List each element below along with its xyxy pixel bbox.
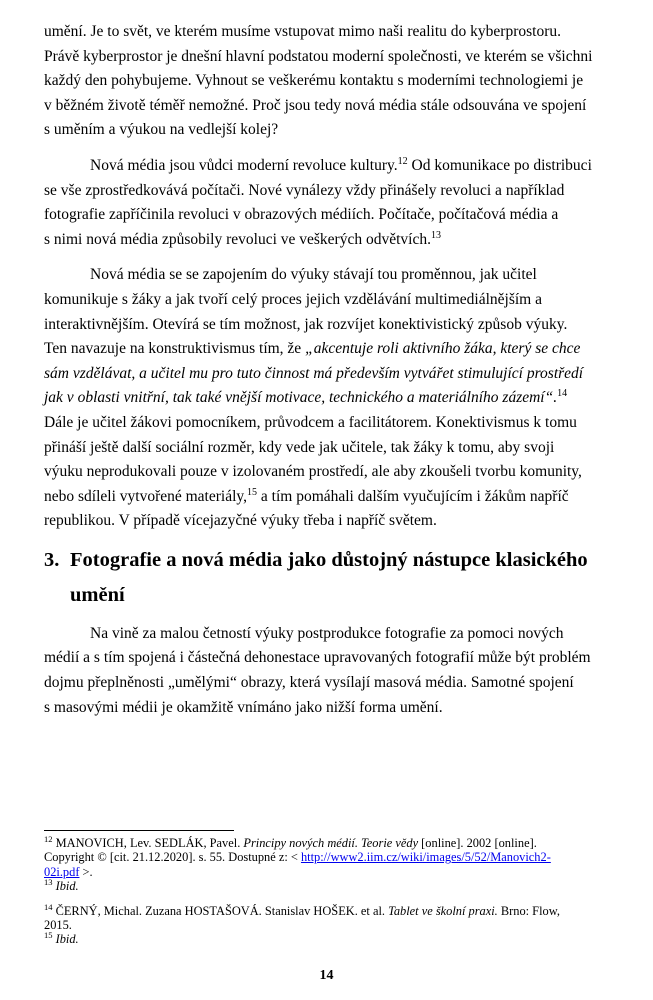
text-line: přináší ještě další sociální rozměr, kdy vede jak učitele, tak žáky k tomu, aby svoji — [44, 438, 555, 456]
text-line: Dále je učitel žákovi pomocníkem, průvodcem a facilitátorem. Konektivismus k tomu — [44, 413, 577, 431]
source-link[interactable]: 02i.pdf — [44, 864, 80, 879]
text-line: Nová média se se zapojením do výuky stávají tou proměnnou, jak učitel — [90, 266, 537, 284]
footnote-ref-12[interactable]: 12 — [397, 155, 408, 167]
citation-title: Ibid. — [52, 932, 79, 947]
footnote-number: 13 — [44, 877, 53, 888]
text-span: Nová média jsou vůdci moderní revoluce kultury. — [90, 156, 398, 174]
footnote-12 — [44, 833, 609, 879]
paragraph-4 — [44, 622, 609, 720]
page-number: 14 — [319, 968, 334, 983]
text-line: umění. Je to svět, ve kterém musíme vstupovat mimo naši realitu do kyberprostoru. — [44, 23, 562, 40]
text-line: komunikuje s žáky a jak tvoří celý proces jejich vzdělávání multimediálnějším a — [44, 290, 542, 308]
text-line: výuku neprodukovali pouze v izolovaném prostředí, ale aby zkoušeli tvorbu komunity, — [44, 463, 582, 481]
footnote-ref-13[interactable]: 13 — [430, 229, 441, 241]
footnote-number: 15 — [44, 930, 53, 941]
footnote-ref-14[interactable]: 14 — [557, 388, 568, 400]
text-span: [online]. 2002 [online]. — [418, 836, 537, 850]
text-line: fotografie zapříčinila revoluci v obrazových médiích. Počítače, počítačová média a — [44, 206, 559, 224]
text-line — [44, 337, 609, 362]
paragraph-2 — [44, 154, 609, 252]
text-span: MANOVICH, Lev. SEDLÁK, Pavel. — [52, 836, 244, 850]
title-line: umění — [70, 583, 125, 606]
citation-title: Tablet ve školní praxi. — [388, 903, 498, 918]
footnote-number: 12 — [44, 833, 53, 844]
text-span: a tím pomáhali dalším vyučujícím i žákům napříč — [257, 487, 569, 505]
source-link[interactable]: http://www2.iim.cz/wiki/images/5/52/Manovich2- — [300, 850, 551, 865]
text-line: interaktivnějším. Otevírá se tím možnost, jak rozvíjet konektivistický způsob výuky. — [44, 315, 568, 333]
citation-title: Ibid. — [52, 879, 79, 894]
text-line: se vše zprostředkovává počítači. Nové vynálezy vždy přinášely revoluci a například — [44, 181, 565, 199]
text-line: Na vině za malou četností výuky postprodukce fotografie za pomoci nových — [90, 624, 564, 642]
section-number: 3. — [44, 548, 60, 571]
paragraph-1 — [44, 20, 609, 143]
text-span: nebo sdíleli vytvořené materiály, — [44, 487, 248, 505]
text-span: Ten navazuje na konstruktivismus tím, že — [44, 340, 306, 358]
text-line: republikou. V případě vícejazyčné výuky třeba i napříč světem. — [44, 512, 437, 530]
citation-title: Principy nových médií. Teorie vědy — [243, 836, 419, 850]
text-line: každý den pohybujeme. Vyhnout se veškerému kontaktu s moderními technologiemi je — [44, 72, 584, 90]
footnote-15 — [44, 932, 609, 946]
text-span: s nimi nová média způsobily revoluci ve veškerých odvětvích. — [44, 230, 431, 248]
body-text — [44, 20, 609, 720]
footnote-line — [44, 850, 609, 864]
text-line: s masovými médii je okamžitě vnímáno jako nižší forma umění. — [44, 698, 443, 716]
footnote-ref-15[interactable]: 15 — [247, 486, 258, 498]
section-title — [44, 543, 609, 613]
footnote-line — [44, 901, 609, 918]
text-span: Brno: Flow, — [497, 903, 560, 918]
footnote-number: 14 — [44, 901, 53, 912]
text-span: ČERNÝ, Michal. Zuzana HOSTAŠOVÁ. Stanislav HOŠEK. et al. — [52, 903, 389, 918]
text-line — [44, 386, 609, 411]
text-span: Copyright © [cit. 21.12.2020]. s. 55. Dostupné z: < — [44, 850, 301, 865]
text-line: v běžném životě téměř nemožné. Proč jsou tedy nová média stále odsouvána ve spojení — [44, 96, 587, 114]
text-span: Od komunikace po distribuci — [407, 156, 592, 174]
footnote-separator — [44, 830, 234, 831]
quote-text: sám vzdělávat, a učitel mu pro tuto činnost má především vytvářet stimulující prostředí — [44, 364, 584, 382]
text-line — [44, 485, 609, 510]
footnote-14 — [44, 901, 609, 933]
text-line: Právě kyberprostor je dnešní hlavní podstatou moderní společnosti, ve kterém se všichni — [44, 47, 593, 65]
text-span: >. — [79, 864, 93, 879]
quote-text: jak v oblasti vnitřní, tak také vnější motivace, technického a materiálního zázemí“. — [44, 389, 558, 407]
footnote-line: 2015. — [44, 918, 72, 933]
text-line — [44, 154, 609, 179]
footnote-line — [44, 865, 609, 879]
footnote-line — [44, 833, 609, 850]
text-line — [44, 362, 609, 387]
text-line: dojmu přeplněnosti „umělými“ obrazy, která vysílají masová média. Samotné spojení — [44, 674, 574, 692]
text-line: s uměním a výukou na vedlejší kolej? — [44, 121, 279, 139]
text-line — [44, 228, 609, 253]
footnotes — [44, 833, 609, 947]
footnote-13 — [44, 879, 609, 893]
text-line: médií a s tím spojená i částečná dehonestace upravovaných fotografií může být problém — [44, 649, 591, 667]
paragraph-3 — [44, 263, 609, 534]
quote-text: „akcentuje roli aktivního žáka, který se chce — [305, 340, 581, 358]
section-heading — [44, 543, 609, 613]
title-line: Fotografie a nová média jako důstojný nástupce klasického — [70, 548, 588, 571]
